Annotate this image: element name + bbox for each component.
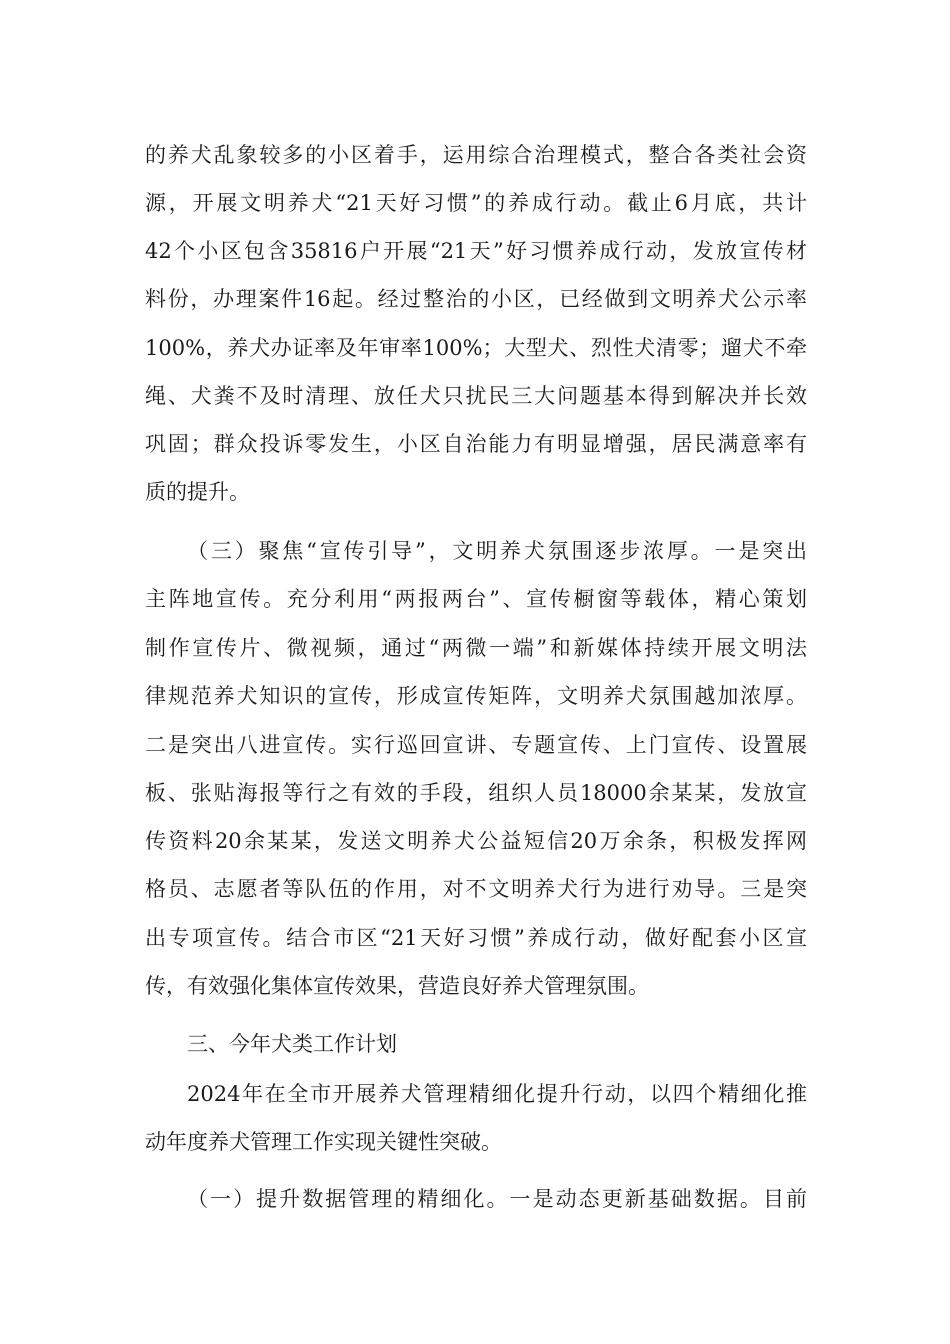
section-three-heading-line: （三）聚焦“宣传引导”，文明养犬氛围逐步浓厚。一是突出 [187, 539, 807, 563]
text-line-10: 主阵地宣传。充分利用“两报两台”、宣传橱窗等载体，精心策划 [145, 587, 807, 611]
text-line-15: 传资料20余某某，发送文明养犬公益短信20万余条，积极发挥网 [145, 829, 807, 853]
text-line-17: 出专项宣传。结合市区“21天好习惯”养成行动，做好配套小区宣 [145, 926, 807, 950]
text-line-16: 格员、志愿者等队伍的作用，对不文明养犬行为进行劝导。三是突 [145, 877, 807, 901]
text-line-5: 100%，养犬办证率及年审率100%；大型犬、烈性犬清零；遛犬不牵 [145, 336, 807, 360]
text-line-2: 源，开展文明养犬“21天好习惯”的养成行动。截止6月底，共计 [145, 191, 807, 215]
text-line-11: 制作宣传片、微视频，通过“两微一端”和新媒体持续开展文明法 [145, 636, 807, 660]
text-line-18: 传，有效强化集体宣传效果，营造良好养犬管理氛围。 [145, 974, 649, 998]
text-line-3: 42个小区包含35816户开展“21天”好习惯养成行动，发放宣传材 [145, 239, 807, 263]
text-line-21: 动年度养犬管理工作实现关键性突破。 [145, 1130, 502, 1154]
text-line-8: 质的提升。 [145, 480, 250, 504]
subsection-one-heading-line: （一）提升数据管理的精细化。一是动态更新基础数据。目前 [187, 1187, 807, 1211]
section-heading-plan: 三、今年犬类工作计划 [187, 1032, 397, 1056]
text-line-20: 2024年在全市开展养犬管理精细化提升行动，以四个精细化推 [187, 1082, 807, 1106]
text-line-13: 二是突出八进宣传。实行巡回宣讲、专题宣传、上门宣传、设置展 [145, 733, 807, 757]
text-line-6: 绳、犬粪不及时清理、放任犬只扰民三大问题基本得到解决并长效 [145, 384, 807, 408]
text-line-4: 料份，办理案件16起。经过整治的小区，已经做到文明养犬公示率 [145, 287, 807, 311]
text-line-12: 律规范养犬知识的宣传，形成宣传矩阵，文明养犬氛围越加浓厚。 [145, 684, 807, 708]
text-line-7: 巩固；群众投诉零发生，小区自治能力有明显增强，居民满意率有 [145, 432, 807, 456]
text-line-1: 的养犬乱象较多的小区着手，运用综合治理模式，整合各类社会资 [145, 143, 807, 167]
text-line-14: 板、张贴海报等行之有效的手段，组织人员18000余某某，发放宣 [145, 781, 807, 805]
